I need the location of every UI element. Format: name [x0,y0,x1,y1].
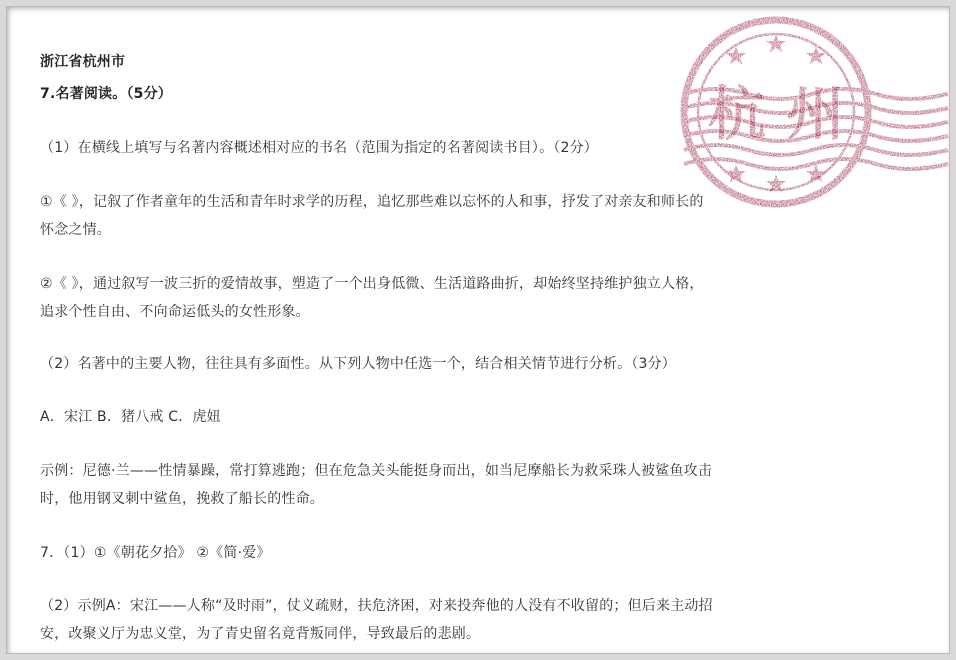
q1-prompt: （1）在横线上填写与名著内容概述相对应的书名（范围为指定的名著阅读书目）。（2分） [40,140,599,156]
q1-item1-line2: 怀念之情。 [40,222,111,238]
hangzhou-postmark-stamp [676,12,956,212]
answer1: 7．（1）①《朝花夕拾》 ②《简·爱》 [40,545,271,561]
answer2-line2: 安，改聚义厅为忠义堂，为了青史留名竟背叛同伴，导致最后的悲剧。 [40,626,481,642]
q1-item2-line2: 追求个性自由、不向命运低头的女性形象。 [40,304,310,320]
region-heading: 浙江省杭州市 [40,54,126,70]
example-line2: 时，他用钢叉刺中鲨鱼，挽救了船长的性命。 [40,491,324,507]
q2-prompt: （2）名著中的主要人物，往往具有多面性。从下列人物中任选一个，结合相关情节进行分析。（3分） [40,356,677,372]
question-title: 7.名著阅读。（5分） [40,86,173,102]
stamp-text: 杭 州 [707,80,845,148]
answer2-line1: （2）示例A：宋江——人称“及时雨”，仗义疏财，扶危济困，对来投奔他的人没有不收留的；但后来主动招 [40,598,713,614]
q1-item2-line1: ②《 》，通过叙写一波三折的爱情故事，塑造了一个出身低微、生活道路曲折，却始终坚持维护独立人格， [40,276,704,292]
example-line1: 示例：尼德·兰——性情暴躁，常打算逃跑；但在危急关头能挺身而出，如当尼摩船长为救采珠人被鲨鱼攻击 [40,463,713,479]
q1-item1-line1: ①《 》，记叙了作者童年的生活和青年时求学的历程，追忆那些难以忘怀的人和事，抒发了对亲友和师长的 [40,194,704,210]
q2-options: A．宋江 B．猪八戒 C．虎妞 [40,409,221,425]
